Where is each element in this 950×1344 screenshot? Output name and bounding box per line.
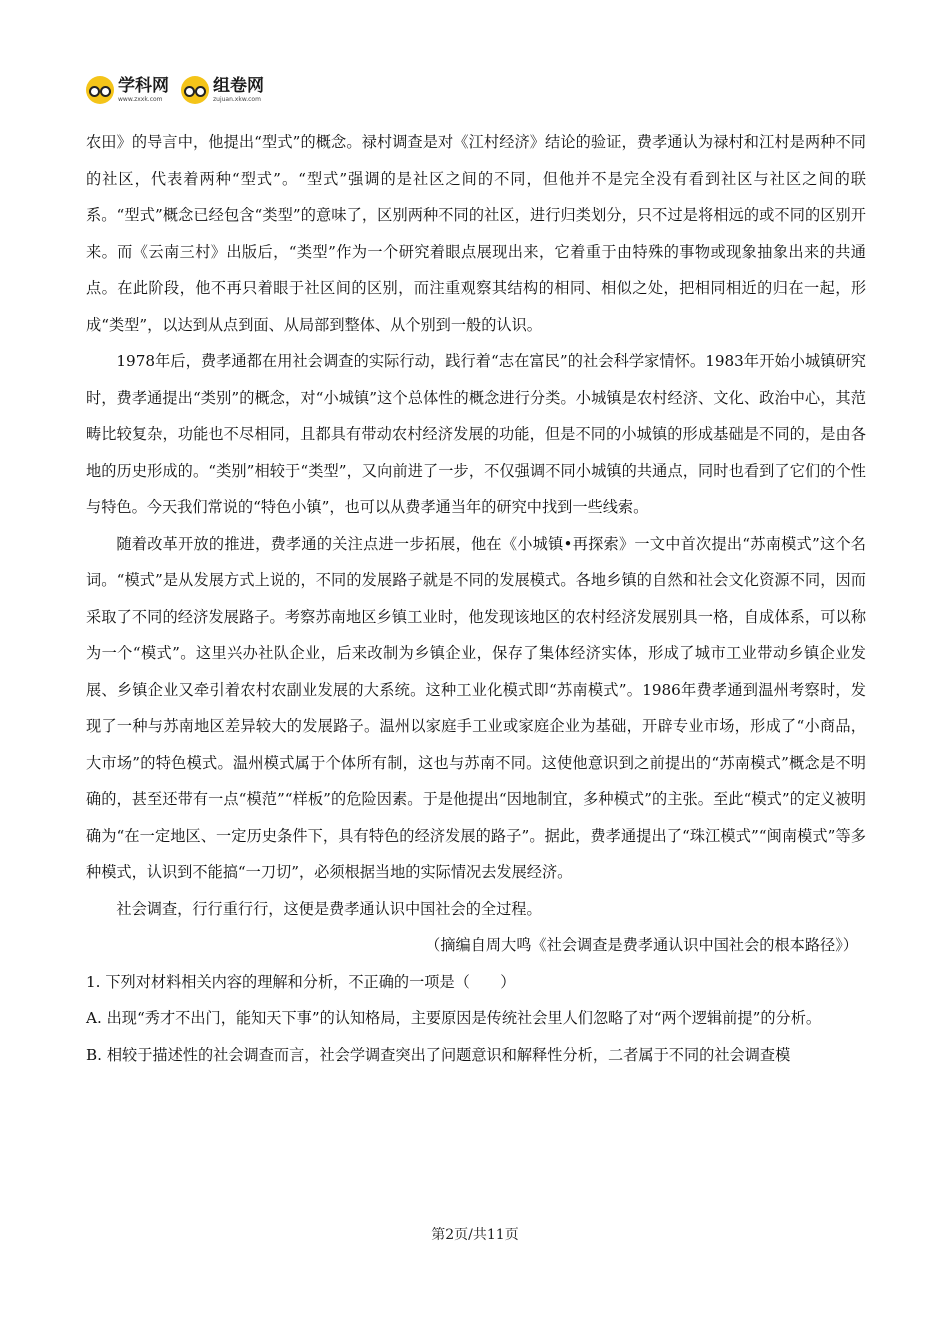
- paragraph: 农田》的导言中，他提出“型式”的概念。禄村调查是对《江村经济》结论的验证，费孝通认为禄村和江村是两种不同的社区，代表着两种“型式”。“型式”强调的是社区之间的不同，但他并不是完全没有看到社区与社区之间的联系。“型式”概念已经包含“类型”的意味了，区别两种不同的社区，进行归类划分，只不过是将相远的或不同的区别开来。而《云南三村》出版后，“类型”作为一个研究着眼点展现出来，它着重于由特殊的事物或现象抽象出来的共通点。在此阶段，他不再只着眼于社区间的区别，而注重观察其结构的相同、相似之处，把相同相近的归在一起，形成“类型”，以达到从点到面、从局部到整体、从个别到一般的认识。: [86, 133, 866, 334]
- paragraph: 1978年后，费孝通都在用社会调查的实际行动，践行着“志在富民”的社会科学家情怀。1983年开始小城镇研究时，费孝通提出“类别”的概念，对“小城镇”这个总体性的概念进行分类。小城镇是农村经济、文化、政治中心，其范畴比较复杂，功能也不尽相同，且都具有带动农村经济发展的功能，但是不同的小城镇的形成基础是不同的，是由各地的历史形成的。“类别”相较于“类型”，又向前进了一步，不仅强调不同小城镇的共通点，同时也看到了它们的个性与特色。今天我们常说的“特色小镇”，也可以从费孝通当年的研究中找到一些线索。: [86, 352, 866, 516]
- paragraph: 随着改革开放的推进，费孝通的关注点进一步拓展，他在《小城镇•再探索》一文中首次提出“苏南模式”这个名词。“模式”是从发展方式上说的，不同的发展路子就是不同的发展模式。各地乡镇的自然和社会文化资源不同，因而采取了不同的经济发展路子。考察苏南地区乡镇工业时，他发现该地区的农村经济发展别具一格，自成体系，可以称为一个“模式”。这里兴办社队企业，后来改制为乡镇企业，保存了集体经济实体，形成了城市工业带动乡镇企业发展、乡镇企业又牵引着农村农副业发展的大系统。这种工业化模式即“苏南模式”。1986年费孝通到温州考察时，发现了一种与苏南地区差异较大的发展路子。温州以家庭手工业或家庭企业为基础，开辟专业市场，形成了“小商品，大市场”的特色模式。温州模式属于个体所有制，这也与苏南不同。这使他意识到之前提出的“苏南模式”概念是不明确的，甚至还带有一点“模范”“样板”的危险因素。于是他提出“因地制宜，多种模式”的主张。至此“模式”的定义被明确为“在一定地区、一定历史条件下，具有特色的经济发展的路子”。据此，费孝通提出了“珠江模式”“闽南模式”等多种模式，认识到不能搞“一刀切”，必须根据当地的实际情况去发展经济。: [86, 534, 866, 881]
- option-b: B. 相较于描述性的社会调查而言，社会学调查突出了问题意识和解释性分析，二者属于不同的社会调查模: [86, 1045, 791, 1064]
- zxxk-logo[interactable]: [86, 76, 169, 104]
- document-body: [86, 124, 866, 1073]
- owl-mascot-icon: [86, 76, 114, 104]
- logo-name: 学科网: [118, 75, 169, 96]
- logo-name: 组卷网: [213, 75, 264, 96]
- source-citation: （摘编自周大鸣《社会调查是费孝通认识中国社会的根本路径》）: [425, 936, 858, 954]
- page-number: 第2页/共11页: [431, 1227, 519, 1243]
- logo-url: www.zxxk.com: [118, 95, 163, 103]
- logo-url: zujuan.xkw.com: [213, 95, 261, 103]
- paragraph: 社会调查，行行重行行，这便是费孝通认识中国社会的全过程。: [116, 899, 542, 918]
- owl-mascot-icon: [181, 76, 209, 104]
- option-a: A. 出现“秀才不出门，能知天下事”的认知格局，主要原因是传统社会里人们忽略了对“两个逻辑前提”的分析。: [86, 1009, 822, 1027]
- header-logos: [86, 70, 264, 110]
- zujuan-logo[interactable]: [181, 76, 264, 104]
- question-stem: 1. 下列对材料相关内容的理解和分析，不正确的一项是（ ）: [86, 972, 516, 991]
